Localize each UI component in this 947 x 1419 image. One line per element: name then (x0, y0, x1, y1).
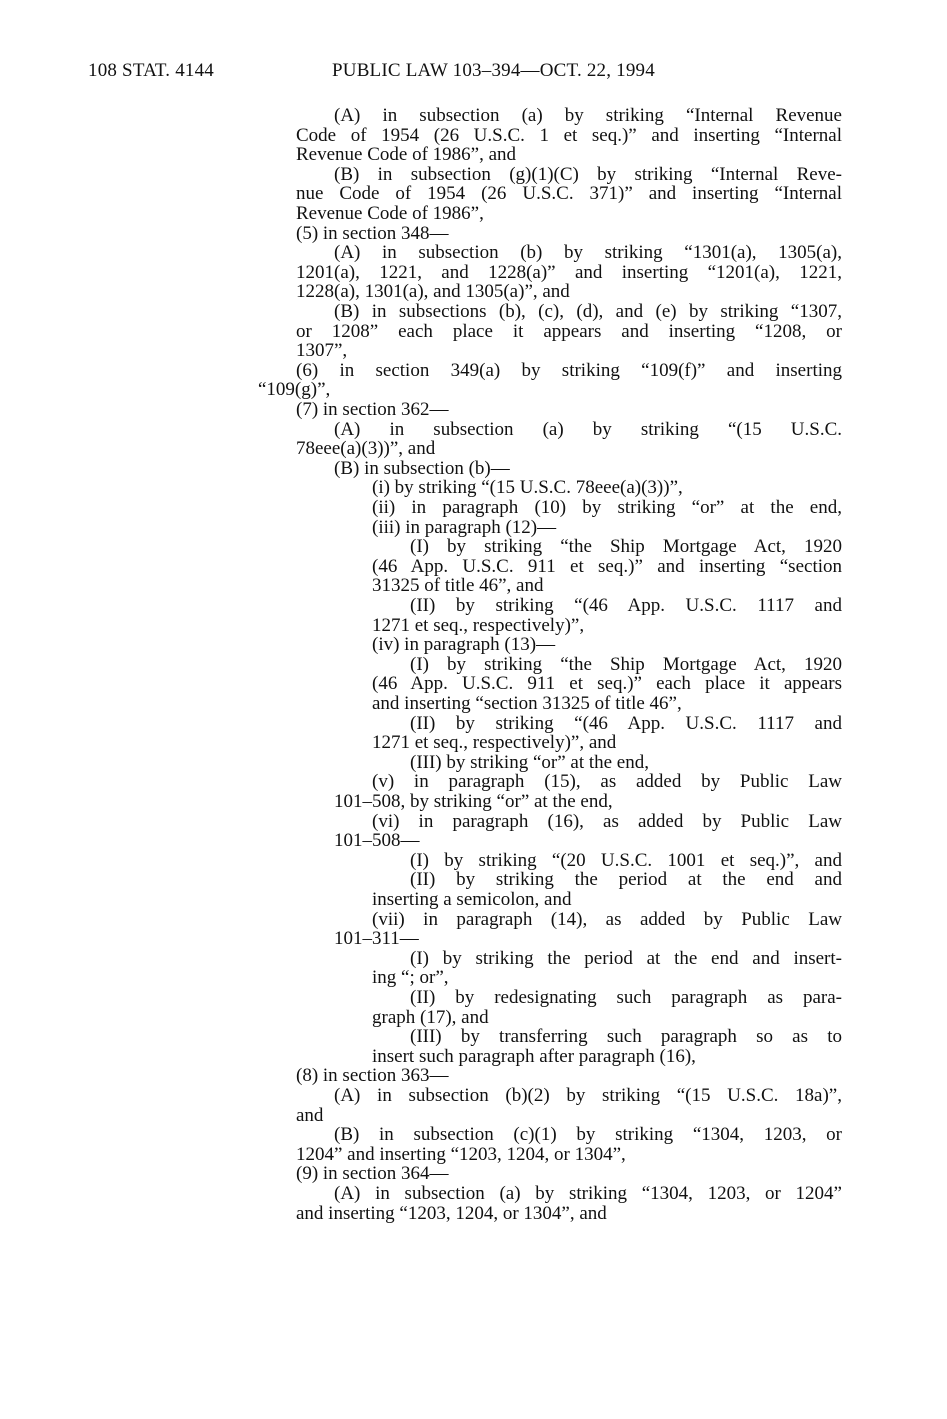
text-line: 1204” and inserting “1203, 1204, or 1304”, (296, 1143, 626, 1165)
text-line: 1228(a), 1301(a), and 1305(a)”, and (296, 281, 570, 303)
text-line: (I) by striking “(20 U.S.C. 1001 et seq.)”, and (410, 849, 842, 871)
text-line: (6) in section 349(a) by striking “109(f)” and inserting (296, 359, 842, 381)
text-line: (7) in section 362— (296, 399, 449, 420)
text-line: 1201(a), 1221, and 1228(a)” and inserting “1201(a), 1221, (296, 261, 842, 283)
text-line: and (296, 1104, 324, 1126)
text-line: (B) in subsections (b), (c), (d), and (e) by striking “1307, (334, 301, 842, 322)
text-line: (III) by transferring such paragraph so as to (410, 1026, 842, 1048)
text-line: 78eee(a)(3))”, and (296, 438, 436, 460)
text-line: 1271 et seq., respectively)”, (372, 614, 585, 636)
text-line: (iii) in paragraph (12)— (372, 516, 557, 538)
text-line: Revenue Code of 1986”, and (296, 144, 517, 166)
text-line: (vii) in paragraph (14), as added by Public Law (372, 908, 842, 930)
text-line: graph (17), and (372, 1006, 489, 1028)
text-line: (A) in subsection (b) by striking “1301(a), 1305(a), (334, 242, 842, 264)
text-line: or 1208” each place it appears and inserting “1208, or (296, 320, 842, 342)
text-line: ing “; or”, (372, 967, 449, 989)
text-line: and inserting “section 31325 of title 46”, (372, 693, 682, 714)
text-line: (8) in section 363— (296, 1065, 449, 1087)
text-line: (II) by striking “(46 App. U.S.C. 1117 and (410, 712, 842, 734)
text-line: (5) in section 348— (296, 222, 449, 244)
text-line: (46 App. U.S.C. 911 et seq.)” and inserting “section (372, 555, 842, 577)
text-line: (II) by striking the period at the end and (410, 869, 842, 891)
text-line: 101–311— (334, 928, 419, 950)
text-line: (A) in subsection (a) by striking “Internal Revenue (334, 105, 842, 126)
text-line: “109(g)”, (258, 379, 331, 401)
text-line: 1271 et seq., respectively)”, and (372, 732, 617, 754)
text-line: insert such paragraph after paragraph (16), (372, 1045, 696, 1067)
text-line: (II) by redesignating such paragraph as para- (410, 987, 842, 1008)
text-line: (B) in subsection (c)(1) by striking “1304, 1203, or (334, 1124, 842, 1146)
text-line: (A) in subsection (a) by striking “1304, 1203, or 1204” (334, 1183, 842, 1204)
text-line: (III) by striking “or” at the end, (410, 751, 649, 773)
page-title: PUBLIC LAW 103–394—OCT. 22, 1994 (332, 60, 655, 81)
text-line: nue Code of 1954 (26 U.S.C. 371)” and inserting “Internal (296, 183, 842, 205)
text-line: 101–508— (334, 830, 420, 852)
text-line: Code of 1954 (26 U.S.C. 1 et seq.)” and inserting “Internal (296, 124, 842, 146)
text-line: (vi) in paragraph (16), as added by Public Law (372, 810, 842, 832)
text-line: (II) by striking “(46 App. U.S.C. 1117 and (410, 595, 842, 616)
text-line: (I) by striking “the Ship Mortgage Act, 1920 (410, 653, 842, 675)
text-line: (A) in subsection (b)(2) by striking “(15 U.S.C. 18a)”, (334, 1085, 842, 1106)
text-line: (ii) in paragraph (10) by striking “or” at the end, (372, 497, 842, 518)
text-line: Revenue Code of 1986”, (296, 203, 484, 224)
text-line: (I) by striking “the Ship Mortgage Act, 1920 (410, 536, 842, 558)
text-line: (A) in subsection (a) by striking “(15 U.S.C. (334, 418, 842, 440)
text-line: (iv) in paragraph (13)— (372, 634, 556, 656)
text-line: (I) by striking the period at the end and insert- (410, 947, 842, 969)
text-line: (9) in section 364— (296, 1163, 449, 1185)
text-line: (46 App. U.S.C. 911 et seq.)” each place it appears (372, 673, 842, 695)
text-line: 101–508, by striking “or” at the end, (334, 791, 613, 812)
text-line: (v) in paragraph (15), as added by Public Law (372, 771, 842, 793)
page-citation: 108 STAT. 4144 (88, 60, 215, 81)
text-line: 1307”, (296, 340, 348, 362)
text-line: 31325 of title 46”, and (372, 575, 544, 597)
text-line: inserting a semicolon, and (372, 889, 572, 910)
text-line: (B) in subsection (g)(1)(C) by striking “Internal Reve- (334, 163, 842, 185)
text-line: (B) in subsection (b)— (334, 457, 510, 479)
text-line: and inserting “1203, 1204, or 1304”, and (296, 1202, 607, 1224)
text-line: (i) by striking “(15 U.S.C. 78eee(a)(3))”, (372, 477, 683, 499)
